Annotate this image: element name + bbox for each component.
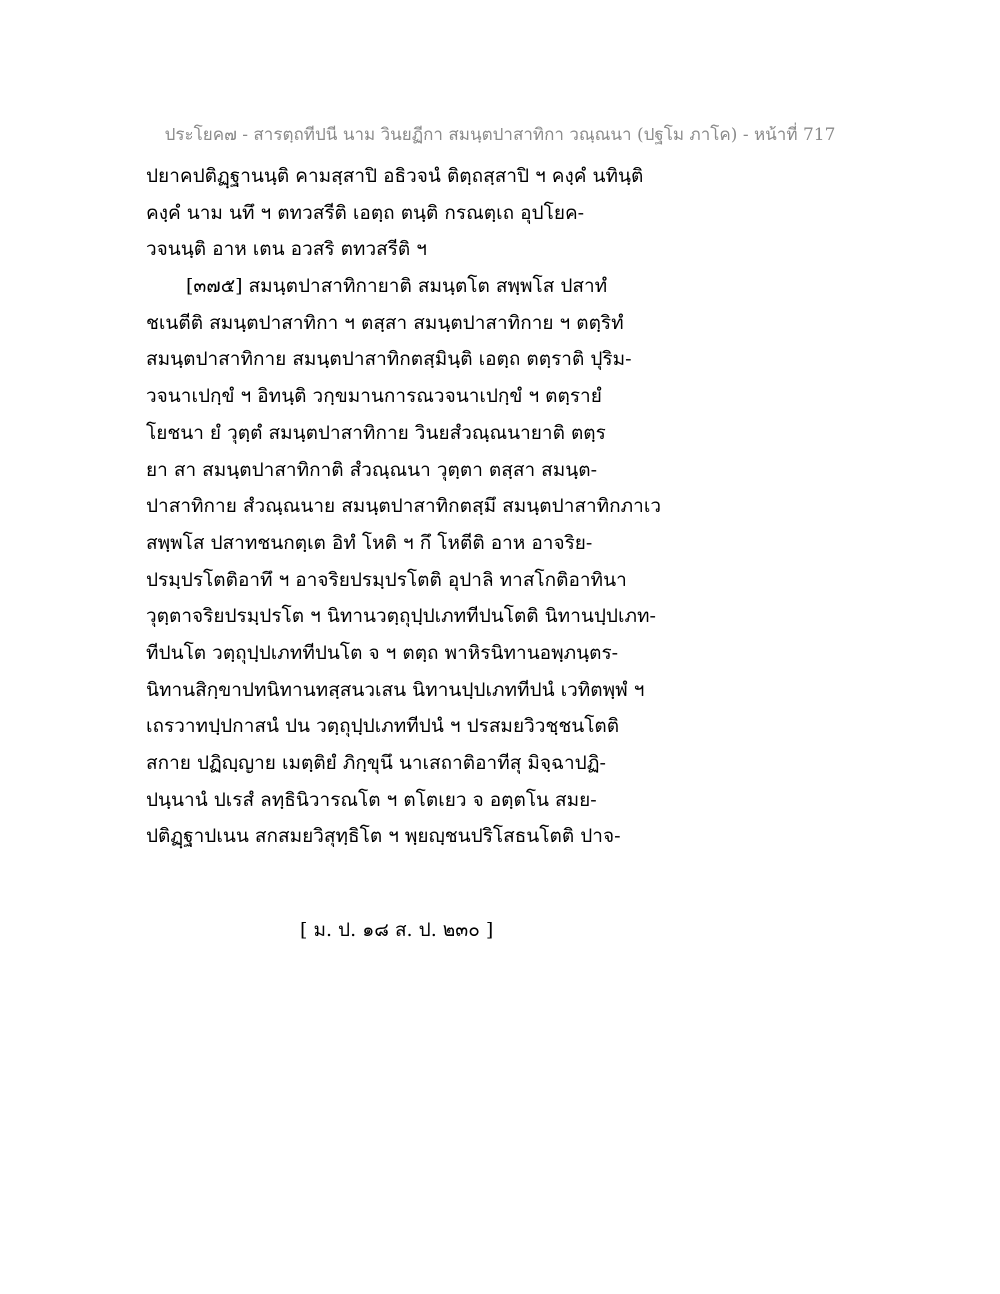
text-line: ปนฺนานํ ปเรสํ ลทฺธินิวารณโต ฯ ตโตเยว จ อตฺตโน สมย- [146,788,597,811]
text-line: คงฺคํ นาม นทึ ฯ ตทวสรีติ เอตฺถ ตนฺติ กรณตฺเถ อุปโยค- [146,201,585,224]
text-line: สมนฺตปาสาทิกาย สมนฺตปาสาทิกตสฺมินฺติ เอตฺถ ตตฺราติ ปุริม- [146,348,632,371]
text-line: ยา สา สมนฺตปาสาทิกาติ สํวณฺณนา วุตฺตา ตสฺสา สมนฺต- [146,458,598,481]
text-line: ทีปนโต วตฺถุปฺปเภททีปนโต จ ฯ ตตฺถ พาหิรนิทานอพฺภนฺตร- [146,641,619,664]
text-line: ปติฏฺฐาปเนน สกสมยวิสุทฺธิโต ฯ พฺยญฺชนปริโสธนโตติ ปาจ- [146,825,621,848]
text-line: สพฺพโส ปสาทชนกตฺเต อิทํ โหติ ฯ กึ โหตีติ อาห อาจริย- [146,531,593,554]
text-line: ปาสาทิกาย สํวณฺณนาย สมนฺตปาสาทิกตสฺมึ สมนฺตปาสาทิกภาเว [146,495,662,518]
text-line: โยชนา ยํ วุตฺตํ สมนฺตปาสาทิกาย วินยสํวณฺณนายาติ ตตฺร [146,421,606,444]
paragraph-start-line: [๓๗๕] สมนฺตปาสาทิกายาติ สมนฺตโต สพฺพโส ปสาทํ [186,275,608,298]
page-reference-footnote: [ ม. ป. ๑๘ ส. ป. ๒๓๐ ] [300,919,494,941]
text-line: เถรวาทปฺปกาสนํ ปน วตฺถุปฺปเภททีปนํ ฯ ปรสมยวิวชฺชนโตติ [146,715,620,738]
text-line: ปยาคปติฏฺฐานนฺติ คามสฺสาปิ อธิวจนํ ติตฺถสฺสาปิ ฯ คงฺคํ นทินฺติ [146,165,644,187]
text-line: ชเนตีติ สมนฺตปาสาทิกา ฯ ตสฺสา สมนฺตปาสาทิกาย ฯ ตตฺริทํ [146,311,624,334]
text-line: สกาย ปฏิญฺญาย เมตฺติยํ ภิกฺขุนึ นาเสถาติอาทีสุ มิจฺฉาปฏิ- [146,752,606,774]
text-line: วจนนฺติ อาห เตน อวสริ ตทวสรีติ ฯ [146,238,427,261]
running-header: ประโยค๗ - สารตฺถทีปนี นาม วินยฏีกา สมนฺตปาสาทิกา วณฺณนา (ปฐโม ภาโค) - หน้าที่ 717 [164,125,836,145]
text-line: ปรมฺปรโตติอาทึ ฯ อาจริยปรมฺปรโตติ อุปาลิ ทาสโกติอาทินา [146,568,627,591]
text-line: วุตฺตาจริยปรมฺปรโต ฯ นิทานวตฺถุปฺปเภททีปนโตติ นิทานปฺปเภท- [146,605,656,628]
body-text [146,158,666,855]
text-line: วจนาเปกฺขํ ฯ อิทนฺติ วกฺขมานการณวจนาเปกฺขํ ฯ ตตฺรายํ [146,385,602,408]
text-line: นิทานสิกฺขาปทนิทานทสฺสนวเสน นิทานปฺปเภททีปนํ เวทิตพฺพํ ฯ [146,678,645,701]
